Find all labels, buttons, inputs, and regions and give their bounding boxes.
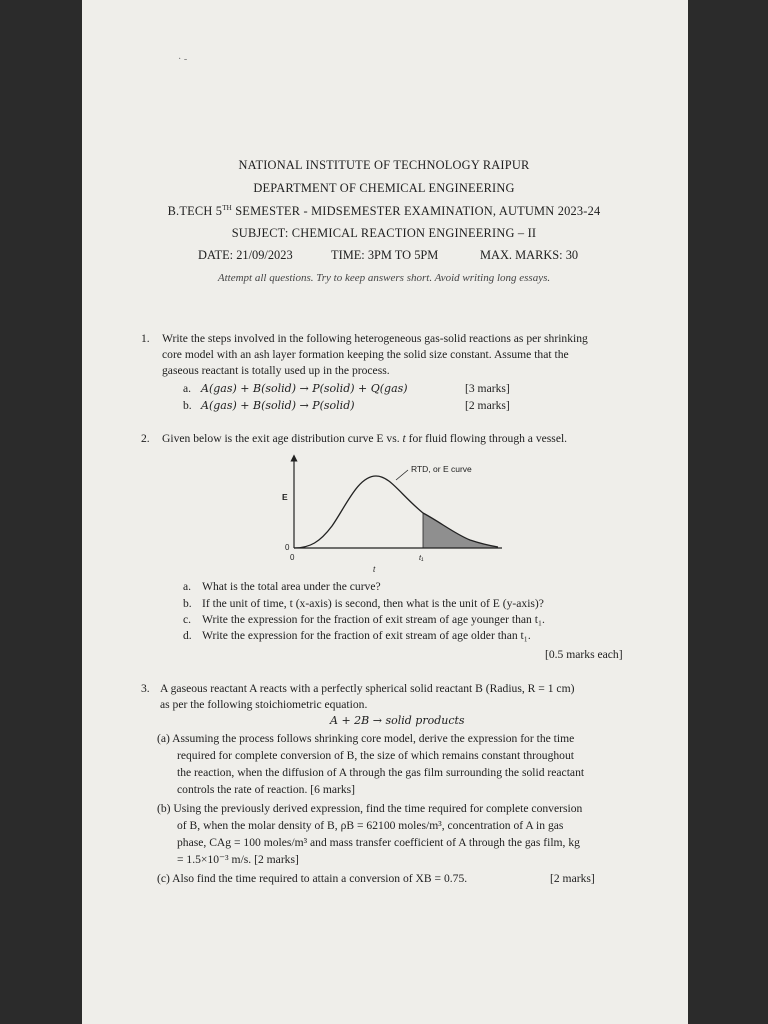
q3c-text: (c) Also find the time required to attain a conversion of XB = 0.75. — [157, 872, 468, 885]
q1a-label: a. — [183, 382, 192, 395]
q3-line: A gaseous reactant A reacts with a perfectly spherical solid reactant B (Radius, R = 1 cm) — [160, 682, 575, 695]
q2-number: 2. — [141, 432, 150, 445]
q1-line: core model with an ash layer formation keeping the solid size constant. Assume that the — [162, 348, 569, 361]
q3a-line: the reaction, when the diffusion of A through the gas film surrounding the solid reactant — [177, 766, 585, 779]
q3a-line: controls the rate of reaction. [6 marks] — [177, 783, 356, 796]
q3-number: 3. — [141, 682, 150, 695]
q3b-line: = 1.5×10⁻³ m/s. [2 marks] — [177, 853, 299, 866]
max-marks: MAX. MARKS: 30 — [480, 248, 579, 262]
t1-tick-label: t₁ — [419, 553, 424, 562]
q3b-line: (b) Using the previously derived expression, find the time required for complete conversion — [157, 802, 583, 815]
curve-label: RTD, or E curve — [411, 464, 472, 474]
subject-title: SUBJECT: CHEMICAL REACTION ENGINEERING – II — [231, 226, 537, 240]
q2d-label: d. — [183, 629, 192, 642]
q2a-label: a. — [183, 580, 192, 593]
q1-line: Write the steps involved in the following heterogeneous gas-solid reactions as per shrinking — [162, 332, 588, 345]
q3c-marks: [2 marks] — [550, 872, 595, 885]
q1b-equation: A(gas) + B(solid) → P(solid) — [201, 399, 355, 412]
q1a-equation: A(gas) + B(solid) → P(solid) + Q(gas) — [201, 382, 408, 395]
q3b-line: phase, CAg = 100 moles/m³ and mass transfer coefficient of A through the gas film, kg — [177, 836, 580, 849]
q2b-text: If the unit of time, t (x-axis) is second, then what is the unit of E (y-axis)? — [202, 597, 544, 610]
shaded-tail-area — [423, 513, 498, 548]
instructions: Attempt all questions. Try to keep answers short. Avoid writing long essays. — [217, 272, 551, 284]
q1-number: 1. — [141, 332, 150, 345]
scan-smudge: · - — [178, 54, 188, 65]
q2a-text: What is the total area under the curve? — [202, 580, 381, 593]
q1a-marks: [3 marks] — [465, 382, 510, 395]
curve-label-leader — [396, 470, 408, 480]
exam-date: DATE: 21/09/2023 — [198, 248, 293, 262]
q3a-line: (a) Assuming the process follows shrinking core model, derive the expression for the time — [157, 732, 575, 745]
q3a-line: required for complete conversion of B, the size of which remains constant throughout — [177, 749, 574, 762]
q2-marks: [0.5 marks each] — [545, 648, 623, 661]
q2c-label: c. — [183, 613, 192, 626]
q2-text: Given below is the exit age distribution curve E vs. t for fluid flowing through a vessel. — [162, 432, 568, 445]
department-name: DEPARTMENT OF CHEMICAL ENGINEERING — [253, 181, 515, 195]
y-axis-label: E — [282, 492, 288, 502]
q3-line: as per the following stoichiometric equation. — [160, 698, 368, 711]
x-origin-label: 0 — [290, 553, 295, 562]
exam-title: B.TECH 5TH SEMESTER - MIDSEMESTER EXAMINATION, AUTUMN 2023-24 — [167, 204, 601, 219]
q2d-text: Write the expression for the fraction of exit stream of age older than t₁. — [202, 629, 531, 642]
q2c-text: Write the expression for the fraction of exit stream of age younger than t₁. — [202, 613, 545, 626]
q1-line: gaseous reactant is totally used up in the process. — [162, 364, 390, 377]
rtd-e-curve-figure — [270, 452, 510, 578]
q3-equation: A + 2B → solid products — [330, 714, 465, 727]
q2b-label: b. — [183, 597, 192, 610]
exam-time: TIME: 3PM TO 5PM — [331, 248, 439, 262]
q1b-label: b. — [183, 399, 192, 412]
q3b-line: of B, when the molar density of B, ρB = 62100 moles/m³, concentration of A in gas — [177, 819, 564, 832]
institute-name: NATIONAL INSTITUTE OF TECHNOLOGY RAIPUR — [238, 158, 530, 172]
y-origin-label: 0 — [285, 543, 290, 552]
q1b-marks: [2 marks] — [465, 399, 510, 412]
e-curve — [294, 476, 498, 548]
x-axis-label: t — [373, 565, 376, 574]
